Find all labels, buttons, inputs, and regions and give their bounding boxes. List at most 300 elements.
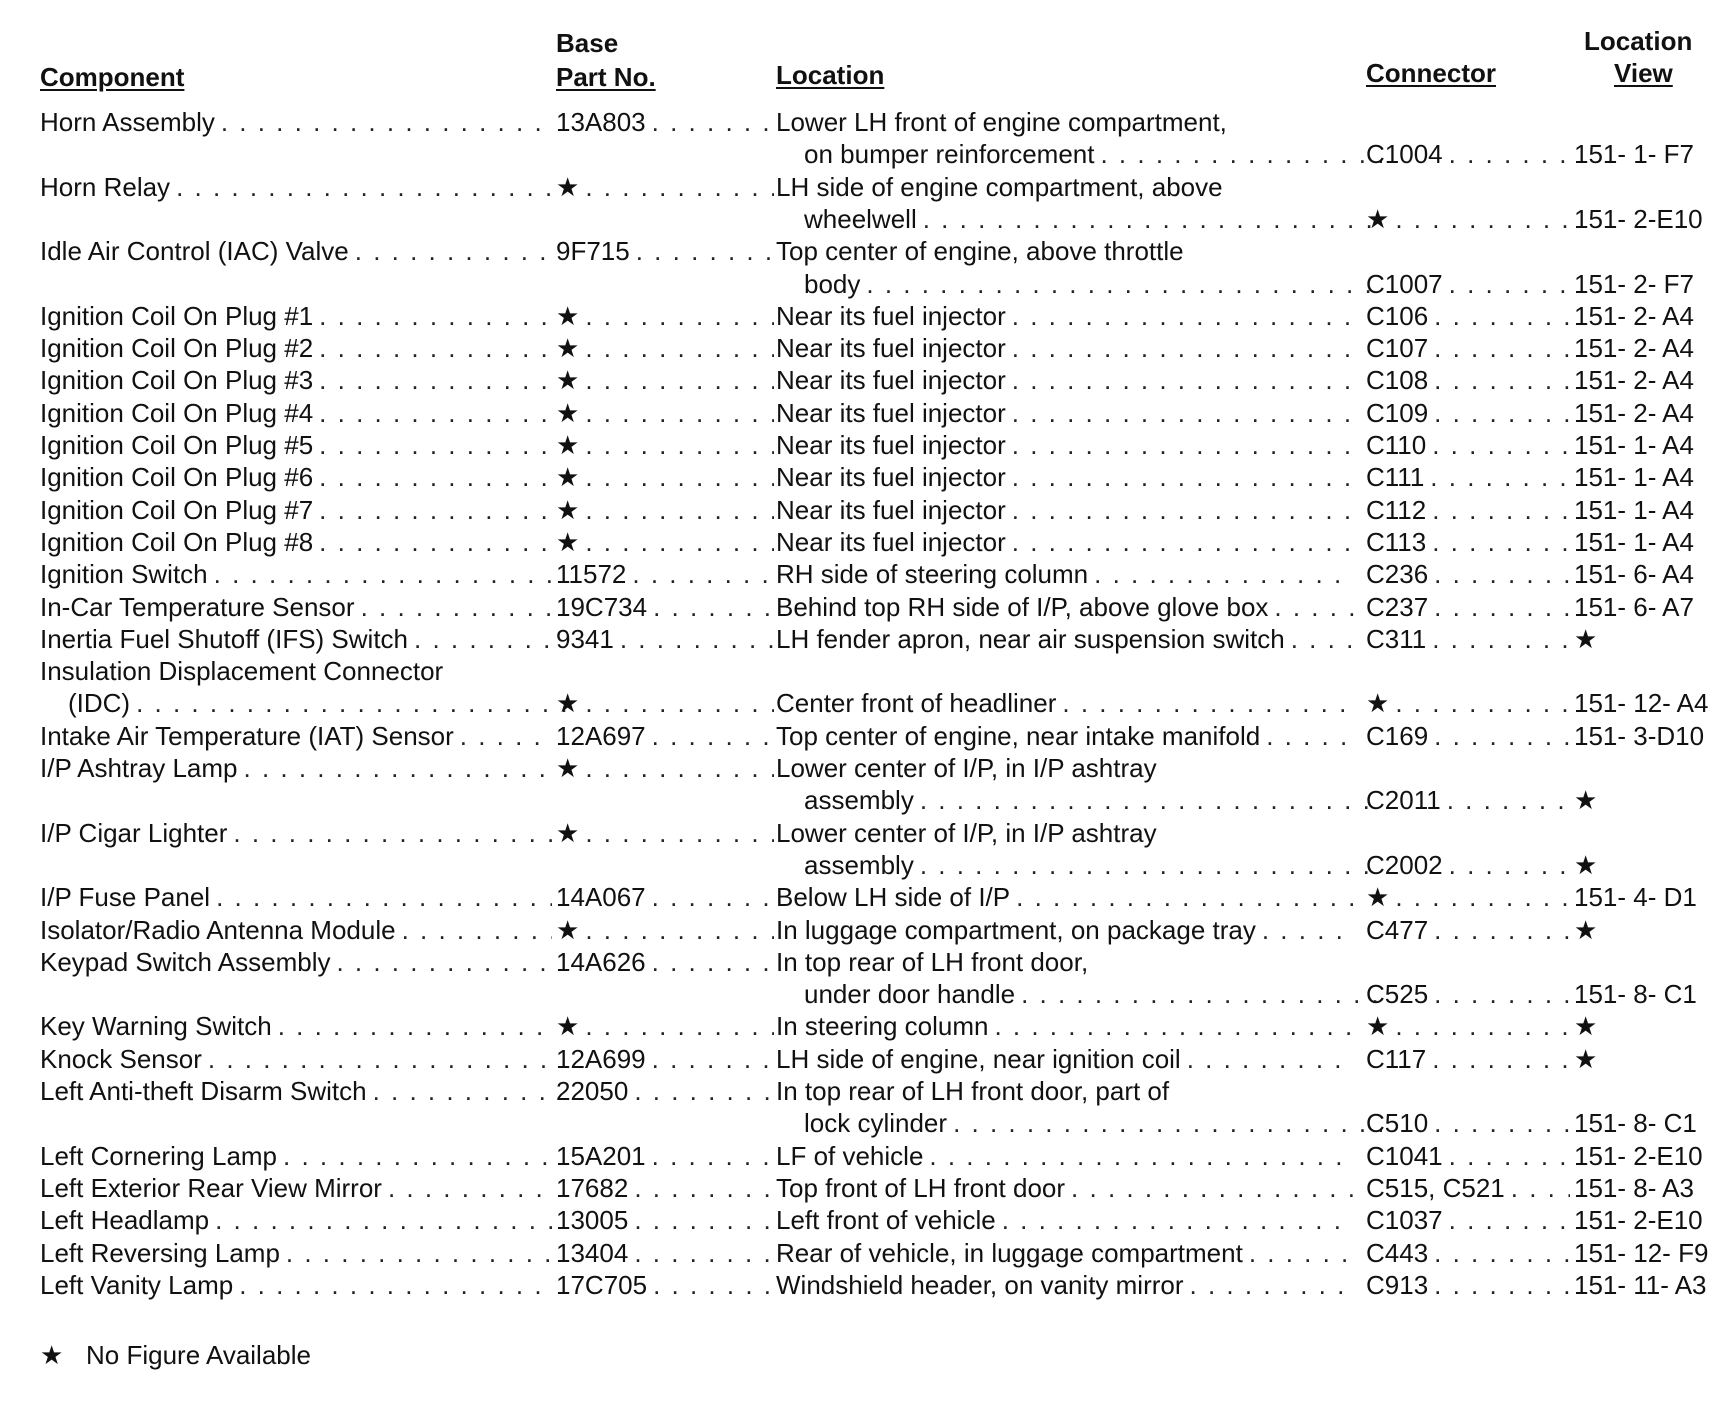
dot-leader — [628, 1172, 774, 1204]
dot-leader — [628, 1204, 774, 1236]
location-text: Near its fuel injector . . . — [776, 397, 1354, 429]
location-view: ★ — [1574, 623, 1598, 654]
dot-leader — [1256, 914, 1354, 946]
dot-leader — [1389, 1010, 1570, 1042]
location-text: Lower LH front of engine compartment, — [776, 107, 1227, 137]
table-row — [0, 106, 1730, 138]
dot-leader — [313, 494, 552, 526]
location-text: Near its fuel injector . . . — [776, 461, 1354, 493]
dot-leader — [579, 817, 774, 849]
table-row — [0, 235, 1730, 267]
dot-leader — [579, 397, 774, 429]
location-view: ★ — [1574, 914, 1598, 945]
dot-leader — [313, 461, 552, 493]
location-view: 151- 3-D10 — [1574, 720, 1705, 751]
base-part-number: 14A626 . . . — [556, 946, 774, 978]
connector-id: ★ . . . — [1366, 687, 1570, 719]
location-view: ★ — [1574, 849, 1598, 880]
table-row — [0, 300, 1730, 332]
location-text-continuation: lock cylinder . . . — [776, 1107, 1382, 1139]
dot-leader — [917, 203, 1382, 235]
dot-leader — [579, 364, 774, 396]
location-text: Near its fuel injector . . . — [776, 429, 1354, 461]
location-text: In top rear of LH front door, — [776, 946, 1089, 977]
table-row — [0, 1269, 1730, 1301]
component-name: Horn Assembly . . . — [40, 106, 552, 138]
base-part-number: 12A699 . . . — [556, 1043, 774, 1075]
connector-id: C510 . . . — [1366, 1107, 1570, 1139]
dot-leader — [579, 1010, 774, 1042]
dot-leader — [130, 687, 580, 719]
location-text: Behind top RH side of I/P, above glove box . . . — [776, 591, 1354, 623]
dot-leader — [1426, 1043, 1570, 1075]
component-name: Insulation Displacement Connector — [40, 656, 444, 687]
connector-id: ★ . . . — [1366, 203, 1570, 235]
dot-leader — [914, 849, 1382, 881]
location-view: 151- 1- A4 — [1574, 462, 1694, 493]
table-row — [0, 1140, 1730, 1172]
dot-leader — [238, 752, 552, 784]
base-part-number: ★ . . . — [556, 1010, 774, 1042]
component-name: Key Warning Switch . . . — [40, 1010, 552, 1042]
dot-leader — [1428, 332, 1570, 364]
dot-leader — [1424, 461, 1570, 493]
location-text: Top center of engine, near intake manifold . . . — [776, 720, 1354, 752]
connector-id: C913 . . . — [1366, 1269, 1570, 1301]
connector-id: C112 . . . — [1366, 494, 1570, 526]
dot-leader — [1428, 364, 1570, 396]
dot-leader — [233, 1269, 552, 1301]
dot-leader — [1006, 526, 1354, 558]
base-part-number: ★ . . . — [556, 914, 774, 946]
base-part-number: 13A803 . . . — [556, 106, 774, 138]
base-part-number: ★ . . . — [556, 526, 774, 558]
table-row — [0, 1043, 1730, 1075]
component-name: Left Anti-theft Disarm Switch . . . — [40, 1075, 552, 1107]
dot-leader — [630, 235, 774, 267]
dot-leader — [579, 752, 774, 784]
dot-leader — [1260, 720, 1354, 752]
dot-leader — [1428, 914, 1570, 946]
dot-leader — [1428, 978, 1570, 1010]
location-view: 151- 4- D1 — [1574, 882, 1697, 913]
dot-leader — [1428, 591, 1570, 623]
dot-leader — [1426, 526, 1570, 558]
component-name: Left Headlamp . . . — [40, 1204, 552, 1236]
connector-id: C1004 . . . — [1366, 138, 1570, 170]
connector-id: C108 . . . — [1366, 364, 1570, 396]
dot-leader — [313, 429, 552, 461]
table-row — [0, 494, 1730, 526]
location-view: 151- 1- A4 — [1574, 430, 1694, 460]
dot-leader — [988, 1010, 1354, 1042]
base-part-number: 19C734 . . . — [556, 591, 774, 623]
dot-leader — [923, 1140, 1354, 1172]
component-name: Ignition Coil On Plug #8 . . . — [40, 526, 552, 558]
base-part-number: ★ . . . — [556, 429, 774, 461]
dot-leader — [626, 558, 774, 590]
dot-leader — [1268, 591, 1354, 623]
table-row-continuation — [0, 1107, 1730, 1139]
dot-leader — [614, 623, 774, 655]
connector-id: C477 . . . — [1366, 914, 1570, 946]
base-part-number: 12A697 . . . — [556, 720, 774, 752]
dot-leader — [1428, 1237, 1570, 1269]
base-part-number: 11572 . . . — [556, 558, 774, 590]
table-row-continuation — [0, 849, 1730, 881]
connector-id: C1037 . . . — [1366, 1204, 1570, 1236]
base-part-number: 13404 . . . — [556, 1237, 774, 1269]
dot-leader — [914, 784, 1382, 816]
dot-leader — [313, 526, 552, 558]
dot-leader — [646, 720, 774, 752]
location-text: LH side of engine compartment, above — [776, 171, 1223, 202]
header-location-view-line1: Location — [1584, 26, 1693, 56]
location-view: 151- 6- A4 — [1574, 559, 1694, 590]
location-view: 151- 8- A3 — [1574, 1172, 1694, 1203]
connector-id: C515, C521 . . . — [1366, 1172, 1570, 1204]
dot-leader — [1443, 138, 1570, 170]
dot-leader — [579, 494, 774, 526]
base-part-number: 17C705 . . . — [556, 1269, 774, 1301]
dot-leader — [579, 429, 774, 461]
location-view: 151- 2- A4 — [1574, 397, 1694, 428]
dot-leader — [349, 235, 552, 267]
component-name: Ignition Coil On Plug #2 . . . — [40, 332, 552, 364]
header-base-part-line1: Base — [556, 28, 619, 58]
dot-leader — [1389, 687, 1570, 719]
location-view: 151- 12- A4 — [1574, 688, 1709, 719]
table-row — [0, 752, 1730, 784]
dot-leader — [208, 558, 552, 590]
component-name: Left Vanity Lamp . . . — [40, 1269, 552, 1301]
dot-leader — [1006, 364, 1354, 396]
table-row-continuation — [0, 784, 1730, 816]
connector-id: ★ . . . — [1366, 1010, 1570, 1042]
base-part-number: 14A067 . . . — [556, 881, 774, 913]
dot-leader — [1181, 1043, 1354, 1075]
dot-leader — [579, 171, 774, 203]
dot-leader — [277, 1140, 552, 1172]
component-name: Ignition Coil On Plug #7 . . . — [40, 494, 552, 526]
header-component: Component — [40, 62, 185, 92]
base-part-number: ★ . . . — [556, 752, 774, 784]
location-text: Top front of LH front door . . . — [776, 1172, 1354, 1204]
location-text: In steering column . . . — [776, 1010, 1354, 1042]
location-text: Near its fuel injector . . . — [776, 526, 1354, 558]
base-part-number: ★ . . . — [556, 494, 774, 526]
connector-id: C2011 . . . — [1366, 784, 1570, 816]
dot-leader — [1094, 138, 1382, 170]
location-text-continuation: wheelwell . . . — [776, 203, 1382, 235]
component-name: I/P Ashtray Lamp . . . — [40, 752, 552, 784]
location-text: Near its fuel injector . . . — [776, 332, 1354, 364]
component-name: Keypad Switch Assembly . . . — [40, 946, 552, 978]
location-view: 151- 2- A4 — [1574, 300, 1694, 331]
table-row — [0, 364, 1730, 396]
location-view: 151- 1- A4 — [1574, 494, 1694, 525]
location-text: Center front of headliner . . . — [776, 687, 1354, 719]
table-row — [0, 429, 1730, 461]
table-row — [0, 1075, 1730, 1107]
dot-leader — [313, 397, 552, 429]
dot-leader — [209, 1204, 552, 1236]
header-location: Location — [776, 60, 885, 90]
location-text: LH fender apron, near air suspension switch . . . — [776, 623, 1354, 655]
dot-leader — [1015, 978, 1382, 1010]
location-text: Windshield header, on vanity mirror . . . — [776, 1269, 1354, 1301]
base-part-number: ★ . . . — [556, 332, 774, 364]
base-part-number: ★ . . . — [556, 397, 774, 429]
connector-id: C311 . . . — [1366, 623, 1570, 655]
table-row — [0, 461, 1730, 493]
dot-leader — [330, 946, 552, 978]
location-text-continuation: body . . . — [776, 268, 1382, 300]
table-row — [0, 817, 1730, 849]
base-part-number: ★ . . . — [556, 817, 774, 849]
dot-leader — [355, 591, 552, 623]
base-part-number: 9341 . . . — [556, 623, 774, 655]
table-row — [0, 946, 1730, 978]
connector-id: C107 . . . — [1366, 332, 1570, 364]
location-text: LH side of engine, near ignition coil . . . — [776, 1043, 1354, 1075]
location-view: 151- 2- A4 — [1574, 333, 1694, 364]
footnote-star-icon: ★ — [40, 1340, 64, 1370]
location-text: Rear of vehicle, in luggage compartment . . . — [776, 1237, 1354, 1269]
connector-id: C2002 . . . — [1366, 849, 1570, 881]
location-text-continuation: assembly . . . — [776, 784, 1382, 816]
dot-leader — [579, 914, 774, 946]
dot-leader — [579, 461, 774, 493]
location-text: Lower center of I/P, in I/P ashtray — [776, 817, 1157, 848]
base-part-number: 13005 . . . — [556, 1204, 774, 1236]
base-part-number: ★ . . . — [556, 364, 774, 396]
location-view: ★ — [1574, 785, 1598, 816]
dot-leader — [313, 364, 552, 396]
component-name: Ignition Coil On Plug #3 . . . — [40, 364, 552, 396]
dot-leader — [170, 171, 552, 203]
location-view: 151- 1- F7 — [1574, 139, 1694, 170]
dot-leader — [367, 1075, 552, 1107]
header-location-view-line2: View — [1614, 58, 1673, 88]
dot-leader — [646, 106, 774, 138]
table-row-continuation — [0, 978, 1730, 1010]
location-text: RH side of steering column . . . — [776, 558, 1354, 590]
dot-leader — [579, 332, 774, 364]
location-text-continuation: under door handle . . . — [776, 978, 1382, 1010]
dot-leader — [1010, 881, 1354, 913]
table-row — [0, 1237, 1730, 1269]
dot-leader — [1443, 1140, 1570, 1172]
component-name: I/P Fuse Panel . . . — [40, 881, 552, 913]
table-row — [0, 1204, 1730, 1236]
dot-leader — [1443, 849, 1570, 881]
dot-leader — [1443, 1204, 1570, 1236]
dot-leader — [408, 623, 552, 655]
dot-leader — [396, 914, 552, 946]
dot-leader — [996, 1204, 1354, 1236]
header-base-part-line2: Part No. — [556, 62, 656, 92]
component-name: Knock Sensor . . . — [40, 1043, 552, 1075]
dot-leader — [1428, 300, 1570, 332]
location-text: Near its fuel injector . . . — [776, 364, 1354, 396]
connector-id: C169 . . . — [1366, 720, 1570, 752]
location-view: 151- 2-E10 — [1574, 203, 1703, 234]
dot-leader — [1428, 1107, 1570, 1139]
location-view: ★ — [1574, 1043, 1598, 1074]
dot-leader — [860, 268, 1382, 300]
dot-leader — [1006, 397, 1354, 429]
table-row — [0, 171, 1730, 203]
dot-leader — [1389, 203, 1570, 235]
dot-leader — [1426, 494, 1570, 526]
dot-leader — [215, 106, 552, 138]
dot-leader — [628, 1237, 774, 1269]
dot-leader — [280, 1237, 552, 1269]
location-view: 151- 11- A3 — [1574, 1269, 1707, 1300]
dot-leader — [579, 687, 774, 719]
dot-leader — [1426, 623, 1570, 655]
dot-leader — [1389, 881, 1570, 913]
location-text: In top rear of LH front door, part of — [776, 1076, 1170, 1106]
dot-leader — [579, 300, 774, 332]
table-row — [0, 591, 1730, 623]
component-name: Intake Air Temperature (IAT) Sensor . . . — [40, 720, 552, 752]
location-view: 151- 1- A4 — [1574, 526, 1694, 557]
dot-leader — [202, 1043, 552, 1075]
dot-leader — [210, 881, 552, 913]
location-text: Top center of engine, above throttle — [776, 236, 1184, 267]
table-row — [0, 1172, 1730, 1204]
component-name: In-Car Temperature Sensor . . . — [40, 591, 552, 623]
dot-leader — [1428, 558, 1570, 590]
location-view: 151- 8- C1 — [1574, 1108, 1697, 1139]
location-text: Below LH side of I/P . . . — [776, 881, 1354, 913]
table-row — [0, 1010, 1730, 1042]
dot-leader — [1426, 429, 1570, 461]
dot-leader — [646, 1043, 774, 1075]
base-part-number: 15A201 . . . — [556, 1140, 774, 1172]
table-row — [0, 397, 1730, 429]
dot-leader — [646, 881, 774, 913]
base-part-number: ★ . . . — [556, 687, 774, 719]
base-part-number: ★ . . . — [556, 461, 774, 493]
connector-id: C106 . . . — [1366, 300, 1570, 332]
dot-leader — [1443, 268, 1570, 300]
connector-id: C236 . . . — [1366, 558, 1570, 590]
connector-id: C1041 . . . — [1366, 1140, 1570, 1172]
component-name: Ignition Coil On Plug #5 . . . — [40, 429, 552, 461]
component-name: Idle Air Control (IAC) Valve . . . — [40, 235, 552, 267]
connector-id: C110 . . . — [1366, 429, 1570, 461]
dot-leader — [1006, 461, 1354, 493]
connector-id: C113 . . . — [1366, 526, 1570, 558]
location-view: ★ — [1574, 1011, 1598, 1042]
location-view: 151- 8- C1 — [1574, 979, 1697, 1010]
component-name-continuation: (IDC) . . . — [40, 687, 580, 719]
component-name: Ignition Switch . . . — [40, 558, 552, 590]
base-part-number: 22050 . . . — [556, 1075, 774, 1107]
dot-leader — [647, 591, 774, 623]
component-name: Left Cornering Lamp . . . — [40, 1140, 552, 1172]
dot-leader — [1285, 623, 1354, 655]
footnote — [40, 1338, 311, 1372]
dot-leader — [1441, 784, 1570, 816]
dot-leader — [1428, 397, 1570, 429]
connector-id: ★ . . . — [1366, 881, 1570, 913]
dot-leader — [1505, 1172, 1570, 1204]
location-text-continuation: assembly . . . — [776, 849, 1382, 881]
table-row — [0, 914, 1730, 946]
connector-id: C117 . . . — [1366, 1043, 1570, 1075]
dot-leader — [947, 1107, 1382, 1139]
dot-leader — [579, 526, 774, 558]
connector-id: C109 . . . — [1366, 397, 1570, 429]
dot-leader — [227, 817, 552, 849]
location-text: Left front of vehicle . . . — [776, 1204, 1354, 1236]
location-text: Near its fuel injector . . . — [776, 494, 1354, 526]
table-row-continuation — [0, 138, 1730, 170]
dot-leader — [1065, 1172, 1354, 1204]
connector-id: C525 . . . — [1366, 978, 1570, 1010]
location-view: 151- 2- A4 — [1574, 365, 1694, 396]
component-name: I/P Cigar Lighter . . . — [40, 817, 552, 849]
dot-leader — [1088, 558, 1354, 590]
dot-leader — [1428, 720, 1570, 752]
table-row — [0, 558, 1730, 590]
location-view: 151- 2- F7 — [1574, 268, 1694, 299]
dot-leader — [313, 332, 552, 364]
dot-leader — [1243, 1237, 1354, 1269]
dot-leader — [1056, 687, 1354, 719]
dot-leader — [1428, 1269, 1570, 1301]
location-view: 151- 6- A7 — [1574, 591, 1694, 622]
component-name: Left Exterior Rear View Mirror . . . — [40, 1172, 552, 1204]
dot-leader — [1006, 300, 1354, 332]
dot-leader — [1006, 429, 1354, 461]
location-view: 151- 12- F9 — [1574, 1237, 1709, 1268]
location-text: LF of vehicle . . . — [776, 1140, 1354, 1172]
table-row-continuation — [0, 268, 1730, 300]
base-part-number: ★ . . . — [556, 300, 774, 332]
location-text: Near its fuel injector . . . — [776, 300, 1354, 332]
table-row — [0, 881, 1730, 913]
dot-leader — [382, 1172, 552, 1204]
location-text: Lower center of I/P, in I/P ashtray — [776, 753, 1157, 783]
table-row-continuation — [0, 203, 1730, 235]
dot-leader — [647, 1269, 774, 1301]
table-row — [0, 655, 1730, 687]
table-row — [0, 526, 1730, 558]
location-text-continuation: on bumper reinforcement . . . — [776, 138, 1382, 170]
dot-leader — [313, 300, 552, 332]
connector-id: C111 . . . — [1366, 461, 1570, 493]
base-part-number: 17682 . . . — [556, 1172, 774, 1204]
dot-leader — [454, 720, 552, 752]
footnote-text: No Figure Available — [86, 1340, 311, 1370]
dot-leader — [1006, 332, 1354, 364]
component-name: Horn Relay . . . — [40, 171, 552, 203]
dot-leader — [646, 946, 774, 978]
connector-id: C1007 . . . — [1366, 268, 1570, 300]
connector-id: C443 . . . — [1366, 1237, 1570, 1269]
table-row — [0, 332, 1730, 364]
location-view: 151- 2-E10 — [1574, 1205, 1703, 1236]
location-text: In luggage compartment, on package tray . . . — [776, 914, 1354, 946]
component-name: Inertia Fuel Shutoff (IFS) Switch . . . — [40, 623, 552, 655]
location-view: 151- 2-E10 — [1574, 1140, 1703, 1171]
table-row — [0, 623, 1730, 655]
